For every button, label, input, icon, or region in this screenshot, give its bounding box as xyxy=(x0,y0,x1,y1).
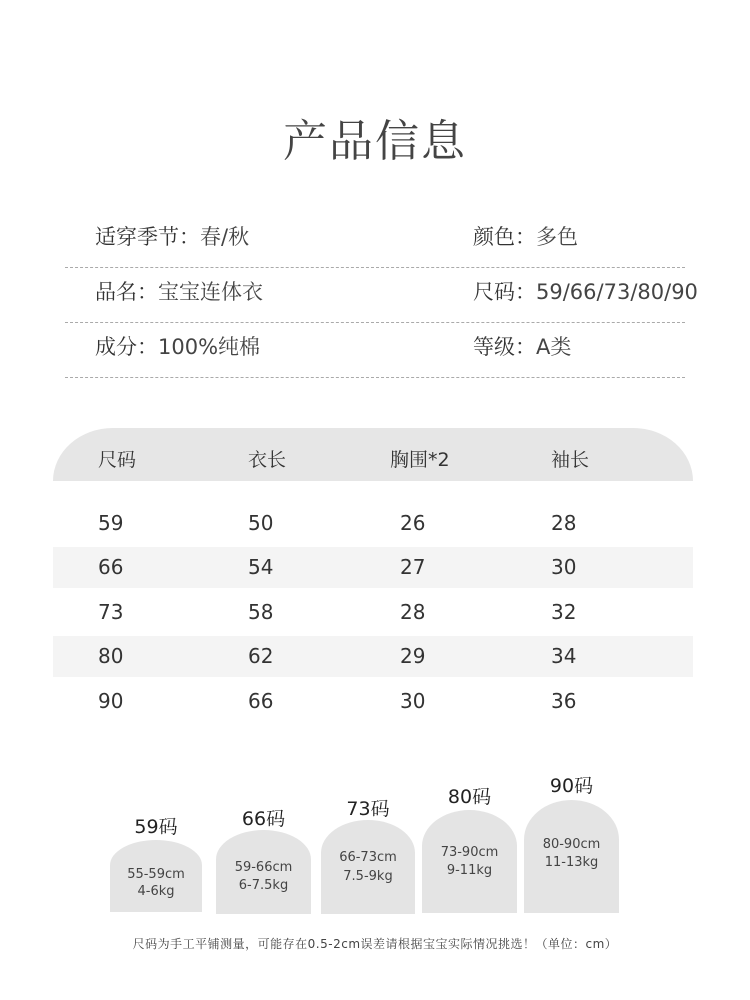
info-label: 品名： xyxy=(95,280,158,304)
size-card-59 xyxy=(110,812,202,912)
info-value: 59/66/73/80/90 xyxy=(536,280,698,304)
info-value: A类 xyxy=(536,335,572,359)
info-value: 宝宝连体衣 xyxy=(158,280,263,304)
table-row xyxy=(53,636,693,677)
info-material xyxy=(95,331,260,361)
size-card-label: 66码 xyxy=(241,808,286,830)
size-card-height: 55-59cm xyxy=(127,867,185,882)
size-card-height: 59-66cm xyxy=(234,860,293,875)
info-label: 等级： xyxy=(473,335,536,359)
table-cell: 28 xyxy=(551,511,577,535)
info-value: 春/秋 xyxy=(200,225,250,249)
table-cell: 62 xyxy=(248,644,274,668)
size-card-height: 66-73cm xyxy=(339,850,397,865)
column-header: 袖长 xyxy=(551,449,590,471)
table-cell: 73 xyxy=(98,600,124,624)
table-cell: 28 xyxy=(400,600,426,624)
info-row xyxy=(65,266,698,323)
info-label: 尺码： xyxy=(473,280,536,304)
table-cell: 90 xyxy=(98,689,124,713)
size-card-weight: 9-11kg xyxy=(446,863,493,878)
info-grade xyxy=(473,331,571,361)
table-cell: 58 xyxy=(248,600,274,624)
table-cell: 36 xyxy=(551,689,577,713)
info-size xyxy=(473,276,698,306)
table-cell: 59 xyxy=(98,511,124,535)
table-cell: 32 xyxy=(551,600,577,624)
table-cell: 27 xyxy=(400,555,426,579)
info-row xyxy=(65,211,685,268)
table-cell: 66 xyxy=(248,689,274,713)
size-card-90 xyxy=(524,771,619,913)
table-cell: 34 xyxy=(551,644,577,668)
column-header: 胸围*2 xyxy=(390,449,450,471)
info-value: 100%纯棉 xyxy=(158,335,261,359)
size-card-66 xyxy=(216,804,311,914)
size-card-shape xyxy=(321,820,415,914)
column-header: 衣长 xyxy=(248,449,287,471)
table-row xyxy=(53,592,693,633)
size-card-73 xyxy=(321,794,415,914)
table-cell: 50 xyxy=(248,511,274,535)
table-cell: 29 xyxy=(400,644,426,668)
size-card-weight: 4-6kg xyxy=(137,884,175,899)
info-label: 成分： xyxy=(95,335,158,359)
size-card-label: 80码 xyxy=(447,786,492,808)
size-card-weight: 6-7.5kg xyxy=(238,878,289,893)
info-label: 颜色： xyxy=(473,225,536,249)
measurement-note: 尺码为手工平铺测量，可能存在0.5-2cm误差请根据宝宝实际情况挑选！（单位：cm） xyxy=(132,937,618,951)
column-header: 尺码 xyxy=(98,449,137,471)
table-row xyxy=(53,547,693,588)
info-row xyxy=(65,321,685,378)
size-card-label: 59码 xyxy=(134,816,178,838)
page-title: 产品信息 xyxy=(283,116,467,167)
size-card-weight: 7.5-9kg xyxy=(343,869,393,884)
table-row xyxy=(53,681,693,722)
size-card-weight: 11-13kg xyxy=(544,855,599,870)
info-label: 适穿季节： xyxy=(95,225,200,249)
size-card-label: 73码 xyxy=(346,798,390,820)
info-color xyxy=(473,221,578,251)
size-card-80 xyxy=(422,782,517,913)
table-row xyxy=(53,503,693,544)
table-cell: 30 xyxy=(400,689,426,713)
table-cell: 54 xyxy=(248,555,274,579)
info-season xyxy=(95,221,249,251)
table-cell: 80 xyxy=(98,644,124,668)
table-cell: 66 xyxy=(98,555,124,579)
size-table-header xyxy=(53,428,693,481)
size-card-height: 80-90cm xyxy=(542,837,601,852)
size-card-height: 73-90cm xyxy=(440,845,499,860)
info-product-name xyxy=(95,276,263,306)
size-card-shape xyxy=(422,810,517,913)
table-cell: 30 xyxy=(551,555,577,579)
info-value: 多色 xyxy=(536,225,578,249)
size-card-label: 90码 xyxy=(549,775,594,797)
table-cell: 26 xyxy=(400,511,426,535)
